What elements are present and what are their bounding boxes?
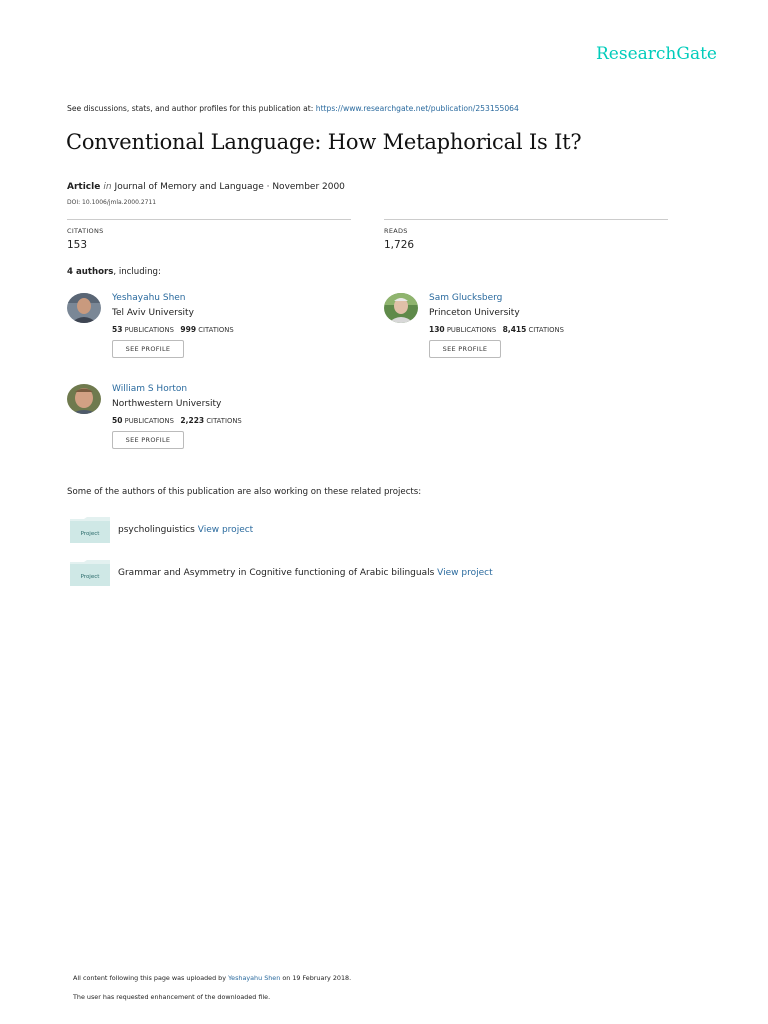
reads-value: 1,726 — [384, 239, 415, 251]
see-profile-button[interactable]: SEE PROFILE — [112, 340, 184, 358]
citations-label: CITATIONS — [67, 227, 104, 235]
author-photo-icon — [67, 293, 101, 323]
in-word: in — [103, 182, 112, 192]
related-projects-heading: Some of the authors of this publication are also working on these related projects: — [67, 487, 422, 497]
publications-label: PUBLICATIONS — [124, 326, 174, 334]
researchgate-logo[interactable]: ResearchGate — [596, 44, 717, 64]
authors-intro — [67, 267, 161, 277]
project-name: psycholinguistics — [118, 525, 195, 535]
project-item — [118, 525, 253, 535]
citations-label: CITATIONS — [206, 417, 242, 425]
avatar[interactable] — [67, 384, 101, 414]
upload-prefix: All content following this page was uploaded by — [73, 974, 227, 982]
citations-divider — [67, 219, 351, 220]
author-photo-icon — [384, 293, 418, 323]
publications-count: 50 — [112, 416, 123, 425]
uploader-link[interactable]: Yeshayahu Shen — [228, 974, 281, 982]
see-profile-button[interactable]: SEE PROFILE — [429, 340, 501, 358]
citations-count: 8,415 — [502, 325, 527, 334]
citations-label: CITATIONS — [198, 326, 234, 334]
authors-including: , including: — [113, 267, 161, 277]
author-stats — [112, 416, 242, 425]
doi: DOI: 10.1006/jmla.2000.2711 — [67, 199, 157, 206]
author-name-link[interactable]: William S Horton — [112, 384, 188, 394]
project-name: Grammar and Asymmetry in Cognitive functioning of Arabic bilinguals — [118, 568, 435, 578]
avatar[interactable] — [67, 293, 101, 323]
project-tag: Project — [80, 531, 100, 537]
avatar[interactable] — [384, 293, 418, 323]
publication-meta — [67, 182, 345, 192]
profiles-notice — [67, 104, 519, 113]
publications-label: PUBLICATIONS — [124, 417, 174, 425]
author-photo-icon — [67, 384, 101, 414]
publications-label: PUBLICATIONS — [446, 326, 497, 334]
project-tag: Project — [80, 574, 100, 580]
reads-label: READS — [384, 227, 408, 235]
project-folder-icon — [70, 517, 110, 543]
citations-label: CITATIONS — [528, 326, 564, 334]
citations-count: 2,223 — [180, 416, 205, 425]
author-name-link[interactable]: Sam Glucksberg — [429, 293, 503, 303]
project-item — [118, 568, 493, 578]
reads-divider — [384, 219, 668, 220]
citations-value: 153 — [67, 239, 88, 251]
see-profile-button[interactable]: SEE PROFILE — [112, 431, 184, 449]
enhancement-notice: The user has requested enhancement of the downloaded file. — [73, 993, 271, 1001]
article-type: Article — [67, 182, 101, 192]
publication-url-link[interactable]: https://www.researchgate.net/publication/253155064 — [315, 104, 519, 113]
authors-count: 4 authors — [67, 267, 114, 277]
profiles-notice-text: See discussions, stats, and author profiles for this publication at: — [67, 104, 314, 113]
author-card — [67, 293, 367, 373]
upload-notice — [73, 974, 351, 982]
author-stats — [429, 325, 564, 334]
project-folder-icon — [70, 560, 110, 586]
author-name-link[interactable]: Yeshayahu Shen — [112, 293, 186, 303]
view-project-link[interactable]: View project — [197, 525, 254, 535]
author-stats — [112, 325, 234, 334]
publications-count: 53 — [112, 325, 123, 334]
author-institution: Tel Aviv University — [112, 308, 194, 318]
publication-title: Conventional Language: How Metaphorical Is It? — [66, 130, 582, 154]
journal-name: Journal of Memory and Language · November 2000 — [114, 182, 345, 192]
publications-count: 130 — [429, 325, 445, 334]
upload-suffix: on 19 February 2018. — [282, 974, 352, 982]
view-project-link[interactable]: View project — [437, 568, 493, 578]
author-card — [384, 293, 684, 373]
author-institution: Princeton University — [429, 308, 520, 318]
citations-count: 999 — [180, 325, 197, 334]
author-card — [67, 384, 367, 464]
author-institution: Northwestern University — [112, 399, 222, 409]
